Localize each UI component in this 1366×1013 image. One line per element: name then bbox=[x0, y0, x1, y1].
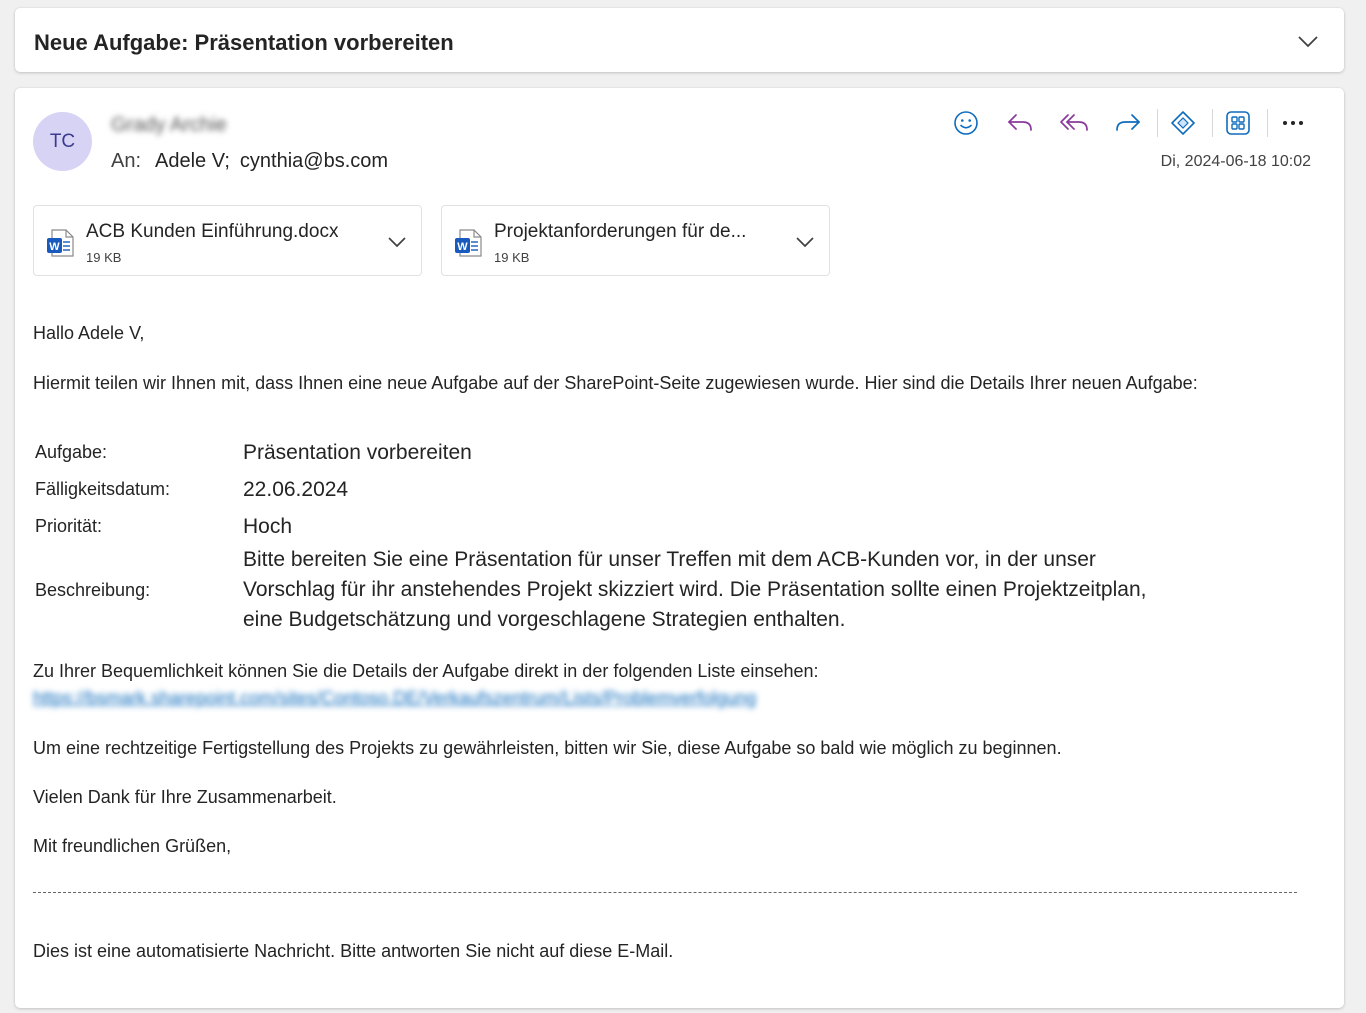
task-details-table bbox=[33, 434, 1183, 635]
detail-row bbox=[33, 545, 1183, 635]
attachment-card[interactable] bbox=[441, 205, 830, 276]
forward-icon bbox=[1114, 112, 1142, 134]
list-intro: Zu Ihrer Bequemlichkeit können Sie die Details der Aufgabe direkt in der folgenden Liste einsehen: bbox=[33, 661, 819, 681]
attachment-size: 19 KB bbox=[494, 250, 530, 265]
subject-title: Neue Aufgabe: Präsentation vorbereiten bbox=[34, 30, 454, 55]
attachment-menu-button[interactable] bbox=[793, 230, 817, 254]
detail-row bbox=[33, 434, 1183, 471]
attachment-menu-button[interactable] bbox=[385, 230, 409, 254]
chevron-down-icon bbox=[796, 237, 814, 248]
reply-all-button[interactable] bbox=[1053, 106, 1095, 140]
attachment-card[interactable] bbox=[33, 205, 422, 276]
sharepoint-list-link[interactable]: https://bsmark.sharepoint.com/sites/Contoso.DE/Verkaufszentrum/Lists/Problemverfolgung bbox=[33, 688, 757, 708]
detail-row bbox=[33, 471, 1183, 508]
to-label: An: bbox=[111, 150, 142, 172]
attachment-name: Projektanforderungen für de... bbox=[494, 221, 747, 242]
detail-label: Fälligkeitsdatum: bbox=[35, 479, 171, 499]
word-file-icon bbox=[46, 228, 76, 258]
closing-paragraph: Mit freundlichen Grüßen, bbox=[33, 836, 232, 856]
dashed-divider bbox=[33, 892, 1297, 893]
detail-row bbox=[33, 508, 1183, 545]
reply-all-icon bbox=[1059, 112, 1089, 134]
subject-header bbox=[15, 8, 1344, 72]
sent-date: Di, 2024-06-18 10:02 bbox=[1160, 153, 1311, 170]
thanks-paragraph: Vielen Dank für Ihre Zusammenarbeit. bbox=[33, 787, 337, 807]
svg-text:W: W bbox=[49, 241, 60, 253]
viva-insights-button[interactable] bbox=[1162, 106, 1204, 140]
toolbar-separator bbox=[1157, 109, 1158, 137]
detail-value: Hoch bbox=[243, 514, 293, 538]
detail-label: Beschreibung: bbox=[35, 579, 151, 600]
detail-value: Präsentation vorbereiten bbox=[243, 440, 472, 464]
recipients-line bbox=[111, 150, 388, 173]
more-actions-button[interactable] bbox=[1272, 106, 1314, 140]
detail-label: Aufgabe: bbox=[35, 442, 108, 462]
smiley-icon bbox=[953, 110, 979, 136]
toolbar-separator bbox=[1212, 109, 1213, 137]
chevron-down-icon bbox=[388, 237, 406, 248]
recipient[interactable]: cynthia@bs.com bbox=[239, 150, 389, 172]
emoji-reaction-button[interactable] bbox=[945, 106, 987, 140]
reply-icon bbox=[1006, 112, 1034, 134]
avatar-initials: TC bbox=[49, 130, 76, 152]
sender-name[interactable]: Grady Archie bbox=[111, 114, 227, 136]
apps-button[interactable] bbox=[1217, 106, 1259, 140]
intro-paragraph: Hiermit teilen wir Ihnen mit, dass Ihnen eine neue Aufgabe auf der SharePoint-Seite zugewiesen wurde. Hier sind die Details Ihrer neuen Aufgabe: bbox=[33, 373, 1198, 393]
word-file-icon bbox=[454, 228, 484, 258]
message-pane bbox=[15, 88, 1344, 1008]
svg-text:W: W bbox=[457, 241, 468, 253]
toolbar-separator bbox=[1267, 109, 1268, 137]
detail-label: Priorität: bbox=[35, 516, 103, 536]
message-toolbar bbox=[933, 106, 1314, 140]
reminder-paragraph: Um eine rechtzeitige Fertigstellung des Projekts zu gewährleisten, bitten wir Sie, diese Aufgabe so bald wie möglich zu beginnen. bbox=[33, 738, 1062, 758]
detail-value: 22.06.2024 bbox=[243, 477, 349, 501]
chevron-down-icon bbox=[1298, 36, 1318, 48]
more-icon bbox=[1281, 120, 1305, 126]
attachment-size: 19 KB bbox=[86, 250, 122, 265]
detail-value: Bitte bereiten Sie eine Präsentation für unser Treffen mit dem ACB-Kunden vor, in der unser Vorschlag für ihr anstehendes Projekt skizziert wird. Die Präsentation sollte einen Projektzeitplan, eine Budgetschätzung und vorgeschlagene Strategien enthalten. bbox=[243, 548, 1147, 631]
attachment-name: ACB Kunden Einführung.docx bbox=[86, 221, 339, 242]
greeting: Hallo Adele V, bbox=[33, 323, 145, 343]
insights-icon bbox=[1169, 109, 1197, 137]
avatar[interactable] bbox=[33, 112, 92, 171]
apps-grid-icon bbox=[1225, 110, 1251, 136]
reply-button[interactable] bbox=[999, 106, 1041, 140]
collapse-toggle[interactable] bbox=[1296, 30, 1320, 54]
recipient[interactable]: Adele V; bbox=[155, 150, 230, 172]
forward-button[interactable] bbox=[1107, 106, 1149, 140]
footer-note: Dies ist eine automatisierte Nachricht. Bitte antworten Sie nicht auf diese E-Mail. bbox=[33, 941, 674, 961]
